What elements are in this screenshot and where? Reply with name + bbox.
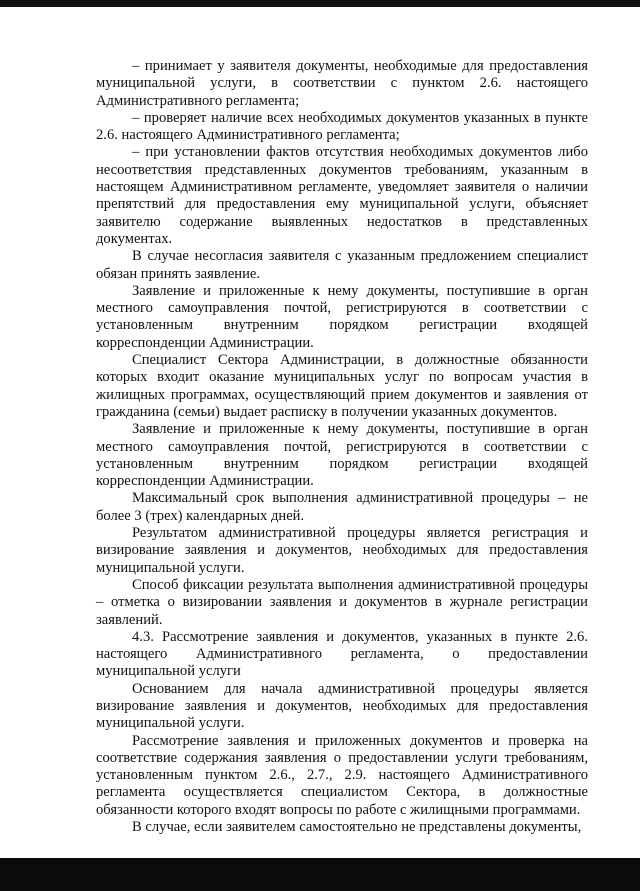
paragraph: Рассмотрение заявления и приложенных документов и проверка на соответствие содержания заявления о предоставлении услуги требованиям, установленным пунктом 2.6., 2.7., 2.9. настоящего Административного регламента осуществляется специалистом Сектора, в должностные обязанности которого входят вопросы по работе с жилищными программами. (96, 732, 588, 818)
paragraph: Способ фиксации результата выполнения административной процедуры – отметка о визировании заявления и документов в журнале регистрации заявлений. (96, 576, 588, 628)
paragraph: В случае, если заявителем самостоятельно не представлены документы, (132, 819, 582, 836)
section-heading: 4.3. Рассмотрение заявления и документов, указанных в пункте 2.6. настоящего Административного регламента, о предоставлении муниципальной услуги (96, 628, 588, 680)
scan-bottom-edge (0, 858, 640, 891)
paragraph: Основанием для начала административной процедуры является визирование заявления и документов, необходимых для предоставления муниципальной услуги. (96, 680, 588, 732)
paragraph: – принимает у заявителя документы, необходимые для предоставления муниципальной услуги, в соответствии с пунктом 2.6. настоящего Административного регламента; (96, 58, 588, 109)
scan-top-edge (0, 0, 640, 7)
paragraph: В случае несогласия заявителя с указанным предложением специалист обязан принять заявление. (96, 248, 588, 282)
paragraph: Результатом административной процедуры является регистрация и визирование заявления и документов, необходимых для предоставления муниципальной услуги. (96, 525, 588, 576)
paragraph: Специалист Сектора Администрации, в должностные обязанности которых входит оказание муниципальных услуг по вопросам участия в жилищных программах, осуществляющий прием документов и заявления от гражданина (семьи) выдает расписку в получении указанных документов. (96, 352, 588, 420)
document-body (96, 58, 588, 836)
paragraph: Заявление и приложенные к нему документы, поступившие в орган местного самоуправления почтой, регистрируются в соответствии с установленным внутренним порядком регистрации входящей корреспонденции Администрации. (96, 282, 588, 351)
paragraph: – проверяет наличие всех необходимых документов указанных в пункте 2.6. настоящего Административного регламента; (96, 109, 588, 144)
paragraph: – при установлении фактов отсутствия необходимых документов либо несоответствия представленных документов требованиям, указанным в настоящем Административном регламенте, уведомляет заявителя о наличии препятствий для предоставления ему муниципальной услуги, объясняет заявителю содержание выявленных недостатков в представленных документах. (96, 144, 588, 247)
paragraph: Заявление и приложенные к нему документы, поступившие в орган местного самоуправления почтой, регистрируются в соответствии с установленным внутренним порядком регистрации входящей корреспонденции Администрации. (96, 421, 588, 490)
paragraph: Максимальный срок выполнения административной процедуры – не более 3 (трех) календарных дней. (96, 490, 588, 524)
